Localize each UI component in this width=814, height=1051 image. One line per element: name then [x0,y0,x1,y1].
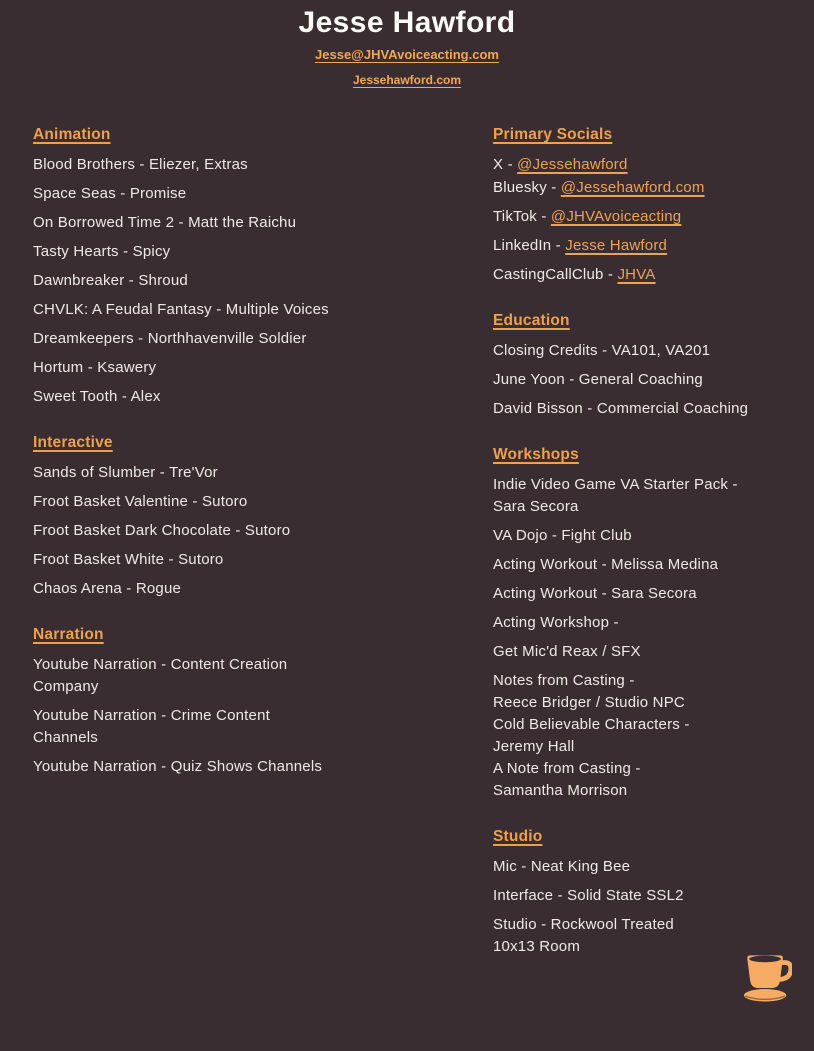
list-item: Mic - Neat King Bee [493,858,631,875]
list-item [33,654,493,698]
item-line: Notes from Casting - [493,672,635,689]
header [0,0,814,88]
right-column [493,124,790,965]
section-primary-socials [493,124,790,286]
list-item [493,670,790,802]
list-item: On Borrowed Time 2 - Matt the Raichu [33,214,297,231]
list-item: Hortum - Ksawery [33,359,157,376]
section-animation [33,124,493,408]
item-line: Samantha Morrison [493,782,628,799]
social-platform-label: X - [493,156,518,173]
left-column [33,124,493,965]
item-line: Company [33,678,99,695]
list-item [493,264,790,286]
list-item: CHVLK: A Feudal Fantasy - Multiple Voices [33,301,329,318]
contact-website-row [0,72,814,88]
social-link[interactable]: @Jessehawford.com [560,179,705,196]
list-item: Acting Workshop - [493,614,619,631]
list-item: Sweet Tooth - Alex [33,388,161,405]
section-workshops [493,444,790,802]
list-item: June Yoon - General Coaching [493,371,703,388]
social-link[interactable]: JHVA [617,266,656,283]
item-line: Channels [33,729,98,746]
item-line: 10x13 Room [493,938,581,955]
list-item: Chaos Arena - Rogue [33,580,182,597]
item-line: Jeremy Hall [493,738,575,755]
page-title: Jesse Hawford [298,6,516,39]
section-heading: Animation [33,126,111,143]
section-education [493,310,790,420]
list-item: Tasty Hearts - Spicy [33,243,171,260]
list-item [493,206,790,228]
list-item: Dreamkeepers - Northhavenville Soldier [33,330,307,347]
content-columns [0,124,814,965]
website-link[interactable]: Jessehawford.com [352,73,462,87]
section-heading: Primary Socials [493,126,613,143]
list-item [33,705,493,749]
item-line: Cold Believable Characters - [493,716,690,733]
coffee-cup-icon[interactable] [742,951,792,1003]
list-item: Dawnbreaker - Shroud [33,272,188,289]
social-platform-label: Bluesky - [493,179,561,196]
list-item: Closing Credits - VA101, VA201 [493,342,711,359]
list-item: VA Dojo - Fight Club [493,527,632,544]
social-platform-label: CastingCallClub - [493,266,618,283]
list-item: Interface - Solid State SSL2 [493,887,684,904]
section-heading: Workshops [493,446,579,463]
section-heading: Narration [33,626,104,643]
list-item: Youtube Narration - Quiz Shows Channels [33,758,323,775]
social-link[interactable]: @Jessehawford [517,156,628,173]
item-line: A Note from Casting - [493,760,641,777]
item-line: Reece Bridger / Studio NPC [493,694,685,711]
list-item [493,177,790,199]
social-platform-label: TikTok - [493,208,551,225]
list-item: Froot Basket Dark Chocolate - Sutoro [33,522,291,539]
section-heading: Interactive [33,434,113,451]
section-studio [493,826,790,958]
section-narration [33,624,493,778]
list-item: Froot Basket White - Sutoro [33,551,224,568]
item-line: Sara Secora [493,498,579,515]
list-item: Acting Workout - Melissa Medina [493,556,719,573]
item-line: Studio - Rockwool Treated [493,916,674,933]
list-item: Get Mic'd Reax / SFX [493,643,641,660]
list-item: Blood Brothers - Eliezer, Extras [33,156,248,173]
list-item [493,154,790,176]
list-item: Space Seas - Promise [33,185,187,202]
social-link[interactable]: Jesse Hawford [565,237,668,254]
social-link[interactable]: @JHVAvoiceacting [550,208,682,225]
social-platform-label: LinkedIn - [493,237,566,254]
item-line: Indie Video Game VA Starter Pack - [493,476,738,493]
list-item [493,474,790,518]
section-heading: Education [493,312,570,329]
list-item: Froot Basket Valentine - Sutoro [33,493,248,510]
list-item: David Bisson - Commercial Coaching [493,400,749,417]
list-item: Sands of Slumber - Tre'Vor [33,464,218,481]
contact-email-row [0,47,814,63]
item-line: Youtube Narration - Content Creation [33,656,288,673]
email-link[interactable]: Jesse@JHVAvoiceacting.com [315,47,499,62]
section-heading: Studio [493,828,543,845]
item-line: Youtube Narration - Crime Content [33,707,270,724]
list-item: Acting Workout - Sara Secora [493,585,697,602]
list-item [493,235,790,257]
section-interactive [33,432,493,600]
